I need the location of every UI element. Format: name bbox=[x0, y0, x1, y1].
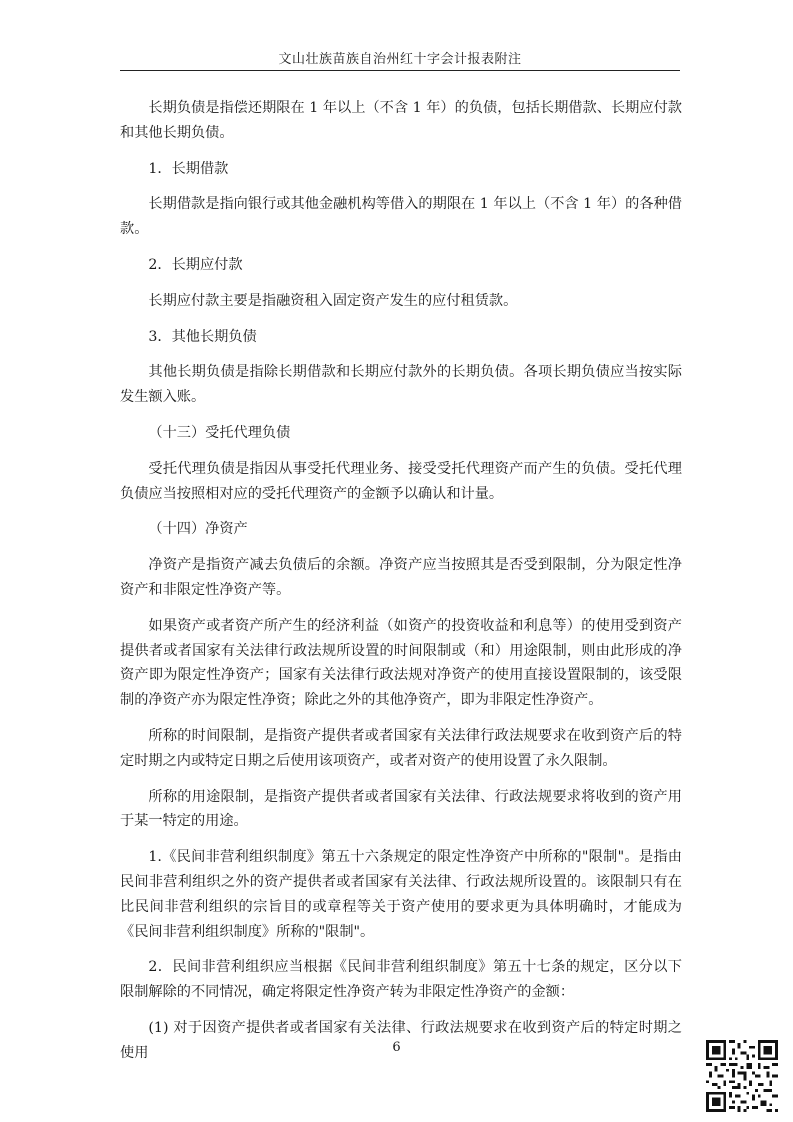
section-heading: 2．长期应付款 bbox=[148, 256, 243, 273]
section-heading: （十三）受托代理负债 bbox=[148, 424, 291, 441]
paragraph: 长期负债是指偿还期限在 1 年以上（不含 1 年）的负债，包括长期借款、长期应付款和其他长期负债。 bbox=[120, 100, 682, 141]
paragraph: 1.《民间非营利组织制度》第五十六条规定的限定性净资产中所称的"限制"。是指由民间非营利组织之外的资产提供者或者国家有关法律、行政法规所设置的。该限制只有在比民间非营利组织的宗旨目的或章程等关于资产使用的要求更为具体明确时，才能成为《民间非营利组织制度》所称的"限制"。 bbox=[120, 849, 682, 940]
paragraph: 2．民间非营利组织应当根据《民间非营利组织制度》第五十七条的规定，区分以下限制解除的不同情况，确定将限定性净资产转为非限定性净资产的金额： bbox=[120, 959, 682, 1001]
paragraph: 其他长期负债是指除长期借款和长期应付款外的长期负债。各项长期负债应当按实际发生额入账。 bbox=[120, 364, 682, 406]
paragraph: 长期应付款主要是指融资租入固定资产发生的应付租赁款。 bbox=[148, 292, 518, 309]
paragraph: 如果资产或者资产所产生的经济利益（如资产的投资收益和利息等）的使用受到资产提供者或者国家有关法律行政法规所设置的时间限制或（和）用途限制，则由此形成的净资产即为限定性净资产；国家有关法律行政法规对净资产的使用直接设置限制的，该受限制的净资产亦为限定性净资；除此之外的其他净资产，即为非限定性净资产。 bbox=[120, 617, 682, 709]
section-heading: 1．长期借款 bbox=[148, 160, 229, 177]
paragraph: 长期借款是指向银行或其他金融机构等借入的期限在 1 年以上（不含 1 年）的各种借款。 bbox=[120, 196, 682, 238]
page-header-title: 文山壮族苗族自治州红十字会计报表附注 bbox=[278, 52, 522, 67]
document-body bbox=[120, 96, 682, 1077]
section-heading: （十四）净资产 bbox=[148, 521, 248, 538]
header-divider bbox=[120, 70, 680, 71]
section-heading: 3．其他长期负债 bbox=[148, 328, 257, 345]
page-number: 6 bbox=[392, 1040, 401, 1055]
paragraph: (1) 对于因资产提供者或者国家有关法律、行政法规要求在收到资产后的特定时期之使用 bbox=[120, 1019, 682, 1061]
paragraph: 受托代理负债是指因从事受托代理业务、接受受托代理资产而产生的负债。受托代理负债应当按照相对应的受托代理资产的金额予以确认和计量。 bbox=[120, 460, 682, 502]
paragraph: 净资产是指资产减去负债后的余额。净资产应当按照其是否受到限制，分为限定性净资产和非限定性净资产等。 bbox=[120, 557, 682, 598]
paragraph: 所称的用途限制，是指资产提供者或者国家有关法律、行政法规要求将收到的资产用于某一特定的用途。 bbox=[120, 788, 682, 830]
paragraph: 所称的时间限制，是指资产提供者或者国家有关法律行政法规要求在收到资产后的特定时期之内或特定日期之后使用该项资产，或者对资产的使用设置了永久限制。 bbox=[120, 727, 682, 769]
qr-code-icon bbox=[706, 1040, 778, 1112]
